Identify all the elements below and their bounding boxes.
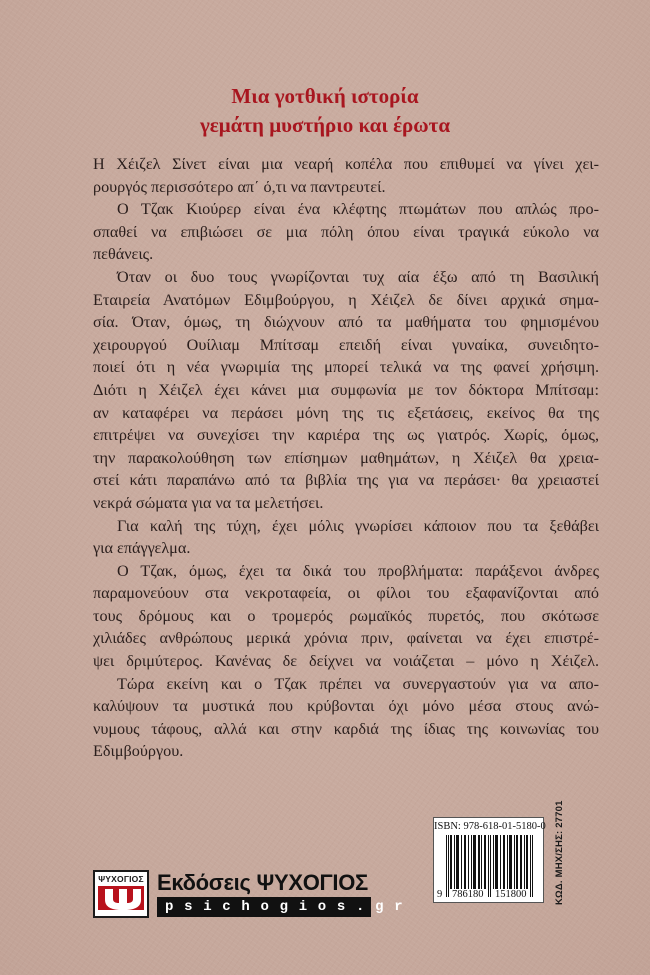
publisher-name: Εκδόσεις ΨΥΧΟΓΙΟΣ: [157, 870, 368, 895]
psi-logo-icon: [93, 870, 149, 918]
text-line: Διότι η Χέιζελ έχει κάνει μια συμφωνία με τον δόκτορα Μπίτσαμ:: [93, 380, 599, 399]
logo-mark-title: ΨΥΧΟΓΙΟΣ: [98, 874, 144, 884]
text-line: παραμονεύουν στα νεκροταφεία, οι φίλοι του εξαφανίζονται από: [93, 584, 599, 603]
text-line: Εταιρεία Ανατόμων Εδιμβούργου, η Χέιζελ δε δίνει αρχικά σημα-: [93, 290, 599, 309]
text-line: για επάγγελμα.: [93, 539, 191, 558]
text-line: αν καταφέρει να περάσει μόνη της τις εξετάσεις, εκείνος θα της: [93, 403, 599, 422]
text-line: στεί κάτι παραπάνω από τα βιβλία της για να περάσει· θα χρειαστεί: [93, 471, 599, 490]
tagline-line-2: γεμάτη μυστήριο και έρωτα: [199, 113, 451, 137]
text-line: χιλιάδες ανθρώπους μερικά χρόνια πριν, φαίνεται να έχει επιστρέ-: [93, 629, 599, 648]
barcode-digits-left: 786180: [452, 889, 484, 900]
paragraph-3: [93, 266, 599, 515]
text-line: πεθάνεις.: [93, 245, 154, 264]
text-line: χειρουργού Ουίλιαμ Μπίτσαμ επειδή είναι γυναίκα, συνειδητο-: [93, 335, 599, 354]
text-line: ποιεί ότι η νέα γνωριμία της μπορεί τελικά να της φανεί χρήσιμη.: [93, 358, 599, 377]
barcode-digit-lead: 9: [437, 889, 443, 900]
text-line: καλύψουν τα μυστικά που κρύβονται όχι μόνο μέσα στους ανώ-: [93, 697, 599, 716]
product-code: ΚΩΔ. ΜΗΧ/ΣΗΣ: 27701: [554, 800, 565, 905]
text-line: επιτρέψει να συνεχίσει την καριέρα της ως γιατρός. Χωρίς, όμως,: [93, 426, 599, 445]
text-line: σπαθεί να επιβιώσει σε μια πόλη όπου είναι τραγικά εύκολο να: [93, 222, 599, 241]
text-line: Ο Τζακ, όμως, έχει τα δικά του προβλήματα: παράξενοι άνδρες: [117, 561, 599, 580]
paragraph-5: [93, 560, 599, 673]
text-line: νεκρά σώματα για να τα μελετήσει.: [93, 493, 324, 512]
publisher-url: psichogios.gr: [157, 897, 371, 917]
isbn-barcode: [433, 817, 544, 903]
text-line: Η Χέιζελ Σίνετ είναι μια νεαρή κοπέλα που επιθυμεί να γίνει χει-: [93, 155, 599, 173]
text-line: Ο Τζακ Κιούρερ είναι ένα κλέφτης πτωμάτων που απλώς προ-: [117, 200, 599, 219]
text-line: Εδιμβούργου.: [93, 742, 184, 761]
isbn-label: ISBN: 978-618-01-5180-0: [434, 821, 546, 832]
barcode-digits-right: 151800: [495, 889, 527, 900]
text-line: τους δρόμους και ο τρομερός ρωμαϊκός πυρετός, που σκότωσε: [93, 606, 599, 625]
paragraph-4: [93, 515, 599, 560]
blurb-text: [93, 153, 599, 763]
text-line: Για καλή της τύχη, έχει μόλις γνωρίσει κάποιον που τα ξεθάβει: [117, 516, 599, 535]
publisher-logo: [93, 870, 414, 918]
paragraph-6: [93, 673, 599, 763]
text-line: σία. Όταν, όμως, τη διώχνουν από τα μαθήματα του φημισμένου: [93, 313, 599, 332]
paragraph-2: [93, 198, 599, 266]
tagline-line-1: Μια γοτθική ιστορία: [231, 84, 419, 108]
text-line: την παρακολούθηση των επίσημων μαθημάτων, η Χέιζελ θα χρεια-: [93, 448, 599, 467]
paragraph-1: [93, 153, 599, 198]
tagline: [0, 82, 650, 140]
text-line: ψει δριμύτερος. Κανένας δε δείχνει να νοιάζεται – μόνο η Χέιζελ.: [93, 652, 599, 671]
text-line: Τώρα εκείνη και ο Τζακ πρέπει να συνεργαστούν για να απο-: [117, 674, 599, 693]
text-line: Όταν οι δυο τους γνωρίζονται τυχ αία έξω από τη Βασιλική: [117, 267, 599, 286]
barcode-icon: [443, 835, 535, 897]
text-line: νυμους τάφους, αλλά και στην καρδιά της ίδιας της κοινωνίας του: [93, 719, 599, 738]
text-line: ρουργός περισσότερο απ΄ ό,τι να παντρευτεί.: [93, 177, 386, 196]
